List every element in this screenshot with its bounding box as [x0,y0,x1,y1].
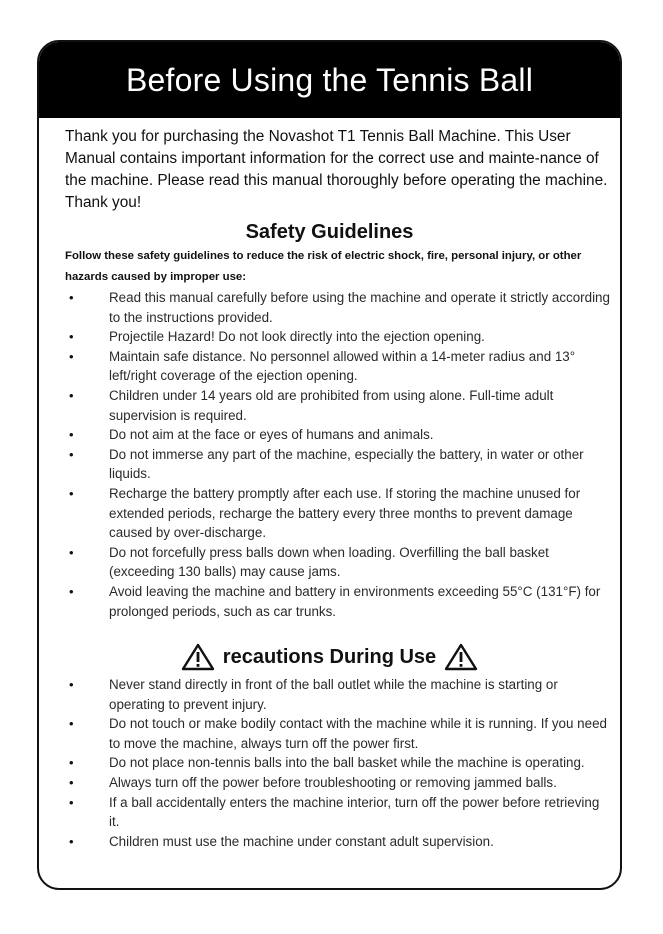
safety-guidelines-lead: Follow these safety guidelines to reduce the risk of electric shock, fire, personal injury, or other hazards caused by improper use: [65,250,582,283]
bullet: • [69,427,74,443]
bullet: • [69,775,74,791]
list-item: • Maintain safe distance. No personnel allowed within a 14-meter radius and 13° left/right coverage of the ejection opening. [69,348,576,384]
list-item: • Avoid leaving the machine and battery in environments exceeding 55°C (131°F) for prolonged periods, such as car trunks. [69,583,601,619]
safety-guidelines-title: Safety Guidelines [245,221,414,243]
list-item: • Children under 14 years old are prohibited from using alone. Full-time adult supervision is required. [69,387,554,423]
bullet: • [69,290,74,305]
warning-triangle-icon [181,643,215,671]
page-title: Before Using the Tennis Ball [125,61,534,98]
list-item: • Children must use the machine under constant adult supervision. [39,832,620,852]
list-item: • Never stand directly in front of the ball outlet while the machine is starting or operating to prevent injury. [69,677,558,712]
precautions-list [39,675,620,851]
list-item: • Projectile Hazard! Do not look directly into the ejection opening. [39,327,620,347]
precautions-title: recautions During Use [222,645,437,668]
bullet: • [69,677,74,693]
bullet: • [69,485,74,501]
warning-triangle-icon [444,643,478,671]
bullet: • [69,755,74,771]
list-item: • If a ball accidentally enters the machine interior, turn off the power before retrieving it. [69,794,600,830]
list-item: • Always turn off the power before troubleshooting or removing jammed balls. [39,773,620,793]
bullet: • [69,387,74,403]
list-item: • Do not touch or make bodily contact with the machine while it is running. If you need to move the machine, always turn off the power first. [69,716,607,751]
bullet: • [69,544,74,560]
page-title-banner [39,42,620,118]
bullet: • [69,716,74,732]
list-item: • Read this manual carefully before using the machine and operate it strictly according to the instructions provided. [69,290,610,325]
bullet: • [69,794,74,810]
list-item: • Do not aim at the face or eyes of humans and animals. [39,425,620,445]
list-item: • Recharge the battery promptly after each use. If storing the machine unused for extended periods, recharge the battery every three months to prevent damage caused by over-discharge. [69,485,581,541]
bullet: • [69,583,74,599]
bullet: • [69,833,74,849]
manual-page-frame [37,40,622,890]
bullet: • [69,446,74,462]
intro-paragraph: Thank you for purchasing the Novashot T1 Tennis Ball Machine. This User Manual contains important information for the correct use and mainte-nance of the machine. Please read this manual thoroughly before operating the machine. Thank you! [65,128,608,211]
list-item: • Do not immerse any part of the machine, especially the battery, in water or other liquids. [69,446,584,482]
precautions-title-row [39,643,620,671]
list-item: • Do not forcefully press balls down when loading. Overfilling the ball basket (exceeding 130 balls) may cause jams. [69,544,549,580]
safety-guidelines-list [39,288,620,621]
bullet: • [69,348,74,364]
bullet: • [69,329,74,345]
list-item: • Do not place non-tennis balls into the ball basket while the machine is operating. [39,753,620,773]
